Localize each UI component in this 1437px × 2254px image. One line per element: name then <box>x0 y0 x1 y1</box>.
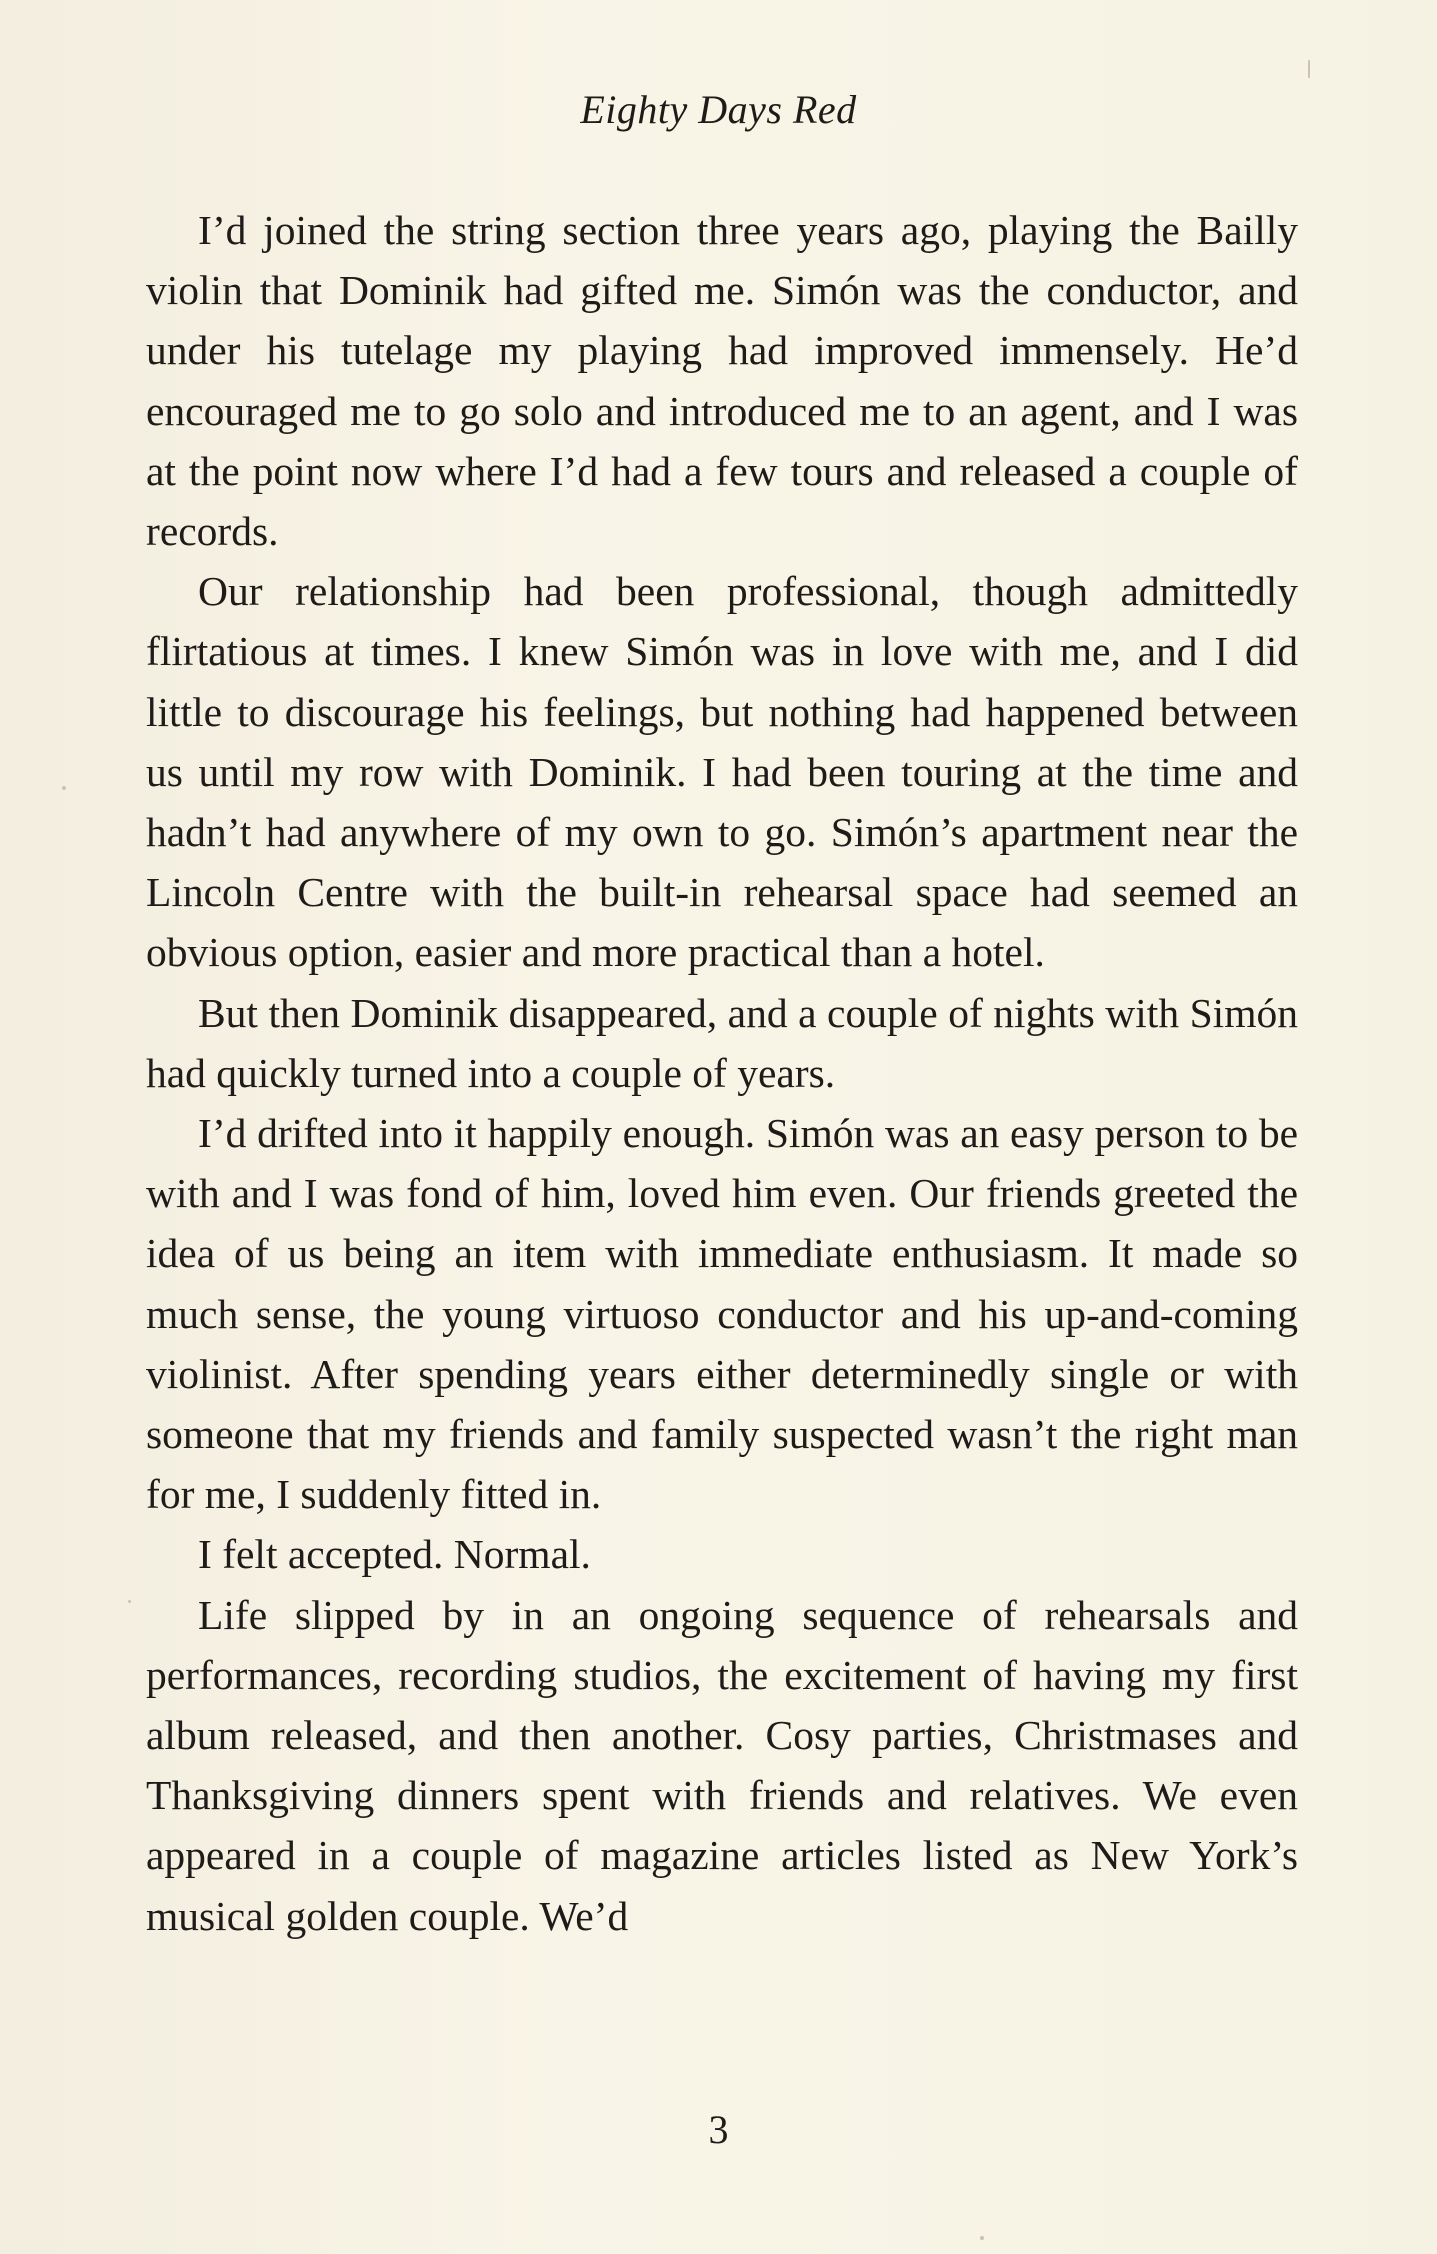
paragraph: I’d drifted into it happily enough. Simón was an easy person to be with and I was fond of him, loved him even. Our friends greeted the idea of us being an item with immediate enthusiasm. It made so much sense, the young virtuoso conductor and his up-and-coming violinist. After spending years either determinedly single or with someone that my friends and family suspected wasn’t the right man for me, I suddenly fitted in. <box>146 1110 1298 1518</box>
paper-speck <box>128 1600 131 1603</box>
page-number: 3 <box>708 2107 729 2152</box>
paper-speck <box>1308 60 1310 78</box>
paper-speck <box>62 786 66 790</box>
paragraph: I felt accepted. Normal. <box>198 1531 591 1578</box>
paragraph: Life slipped by in an ongoing sequence of rehearsals and performances, recording studios, the excitement of having my first album released, and then another. Cosy parties, Christmases and Thanksgiving dinners spent with friends and relatives. We even appeared in a couple of magazine articles listed as New York’s musical golden couple. We’d <box>146 1591 1298 1939</box>
body-text <box>146 200 1298 1946</box>
paragraph: Our relationship had been professional, though admittedly flirtatious at times. I knew Simón was in love with me, and I did little to discourage his feelings, but nothing had happened between us until my row with Dominik. I had been touring at the time and hadn’t had anywhere of my own to go. Simón’s apartment near the Lincoln Centre with the built-in rehearsal space had seemed an obvious option, easier and more practical than a hotel. <box>146 568 1298 976</box>
paragraph: But then Dominik disappeared, and a couple of nights with Simón had quickly turned into a couple of years. <box>146 989 1298 1096</box>
paper-speck <box>980 2236 984 2240</box>
running-head: Eighty Days Red <box>580 87 857 132</box>
paragraph: I’d joined the string section three years ago, playing the Bailly violin that Dominik had gifted me. Simón was the conductor, and under his tutelage my playing had improved immensely. He’d encouraged me to go solo and introduced me to an agent, and I was at the point now where I’d had a few tours and released a couple of records. <box>146 207 1298 555</box>
